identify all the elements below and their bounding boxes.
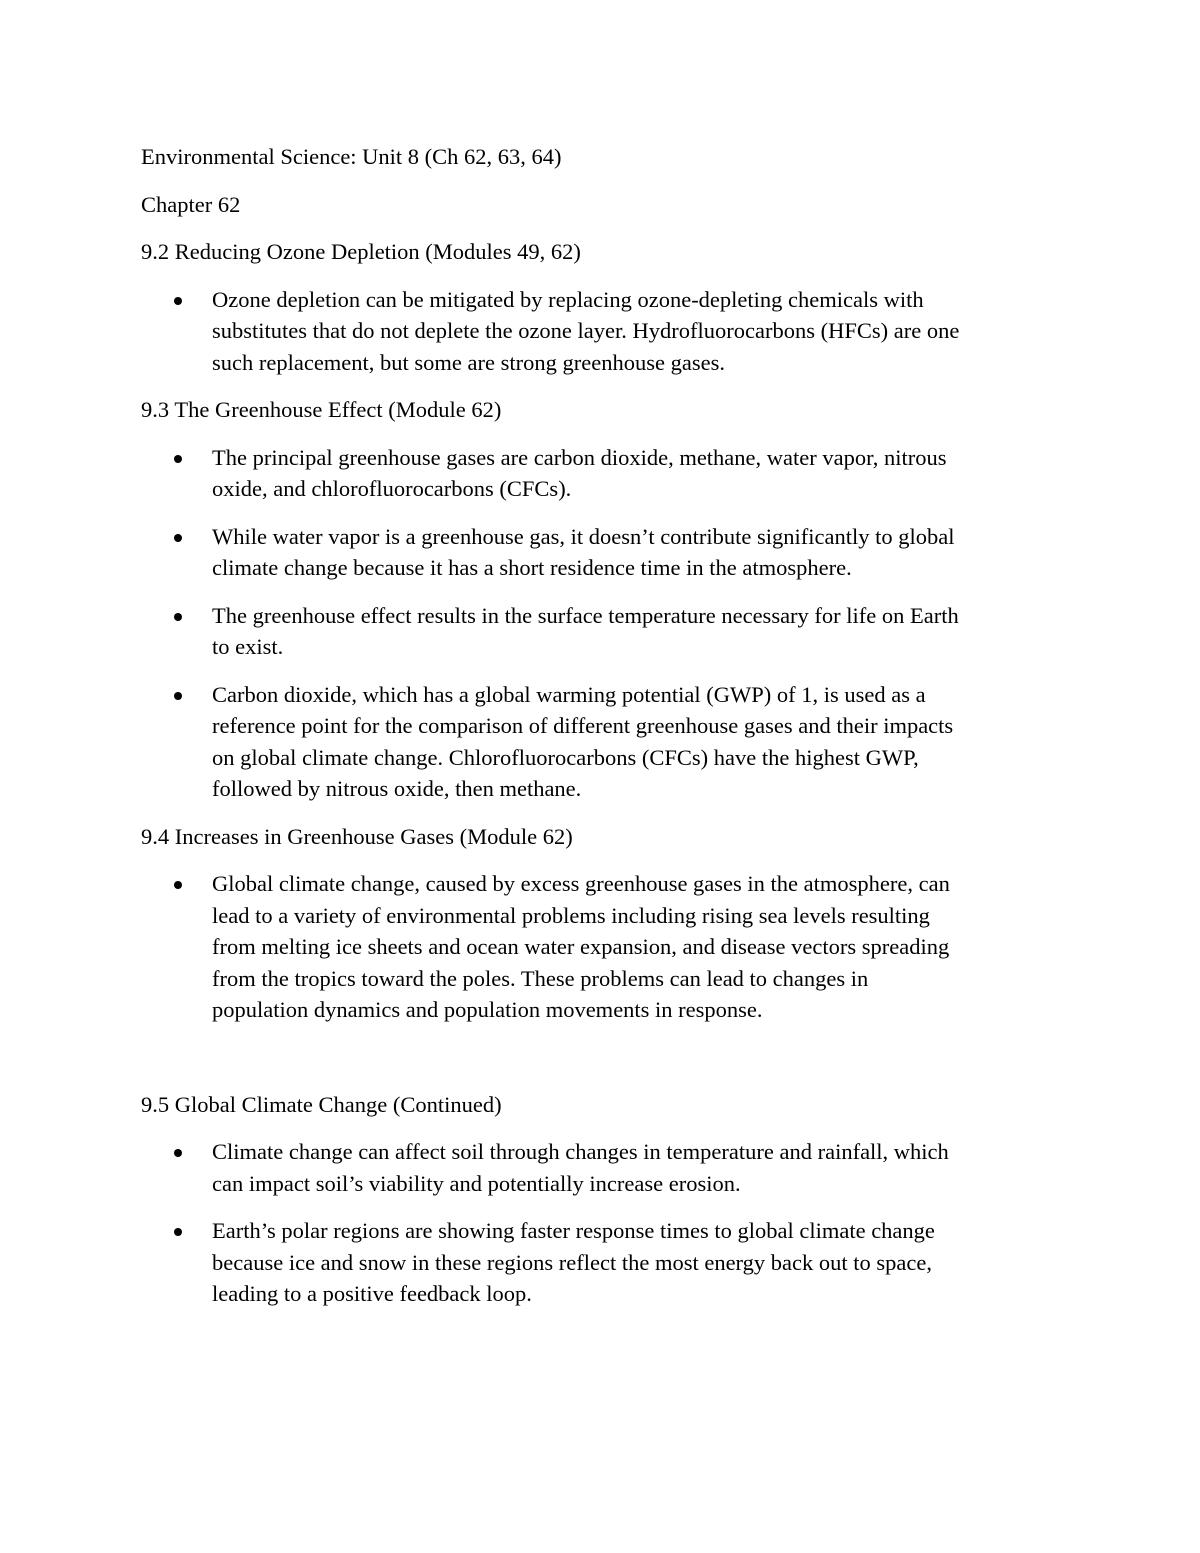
list-item	[141, 521, 1071, 584]
text-line: to exist.	[212, 634, 284, 659]
text-line: lead to a variety of environmental problems including rising sea levels resulting	[212, 902, 930, 928]
text-line: reference point for the comparison of different greenhouse gases and their impacts	[212, 713, 954, 738]
bullet-list	[141, 284, 1071, 379]
text-line: Ozone depletion can be mitigated by replacing ozone-depleting chemicals with	[212, 286, 924, 312]
bullet-list	[141, 1136, 1071, 1310]
list-item	[141, 284, 1071, 379]
list-item	[141, 1215, 1071, 1310]
document-title: Environmental Science: Unit 8 (Ch 62, 63, 64)	[141, 144, 562, 169]
blank-space	[141, 1042, 1071, 1089]
text-line: The principal greenhouse gases are carbon dioxide, methane, water vapor, nitrous	[212, 444, 947, 470]
text-line: Global climate change, caused by excess greenhouse gases in the atmosphere, can	[212, 871, 950, 896]
list-item	[141, 442, 1071, 505]
text-line: population dynamics and population movements in response.	[212, 997, 763, 1022]
bullet-icon	[174, 1149, 182, 1157]
bullet-list	[141, 442, 1071, 805]
bullet-icon	[174, 1228, 182, 1236]
bullet-icon	[174, 881, 182, 889]
text-line: oxide, and chlorofluorocarbons (CFCs).	[212, 476, 572, 501]
text-line: can impact soil’s viability and potentially increase erosion.	[212, 1170, 741, 1196]
text-line: Carbon dioxide, which has a global warming potential (GWP) of 1, is used as a	[212, 681, 926, 707]
bullet-icon	[174, 534, 182, 542]
text-line: The greenhouse effect results in the surface temperature necessary for life on Earth	[212, 602, 959, 628]
list-item	[141, 679, 1071, 805]
text-line: substitutes that do not deplete the ozone layer. Hydrofluorocarbons (HFCs) are one	[212, 318, 960, 343]
bullet-icon	[174, 455, 182, 463]
text-line: from the tropics toward the poles. These problems can lead to changes in	[212, 965, 869, 991]
text-line: Climate change can affect soil through changes in temperature and rainfall, which	[212, 1139, 949, 1164]
section-heading: 9.4 Increases in Greenhouse Gases (Module 62)	[141, 823, 573, 849]
section-heading: 9.5 Global Climate Change (Continued)	[141, 1091, 502, 1117]
bullet-icon	[174, 692, 182, 700]
text-line: on global climate change. Chlorofluorocarbons (CFCs) have the highest GWP,	[212, 744, 919, 770]
bullet-icon	[174, 613, 182, 621]
text-line: While water vapor is a greenhouse gas, it doesn’t contribute significantly to global	[212, 523, 955, 549]
text-line: leading to a positive feedback loop.	[212, 1281, 532, 1306]
bullet-icon	[174, 297, 182, 305]
text-line: climate change because it has a short residence time in the atmosphere.	[212, 555, 852, 580]
list-item	[141, 868, 1071, 1026]
section-heading: 9.2 Reducing Ozone Depletion (Modules 49, 62)	[141, 239, 581, 264]
text-line: because ice and snow in these regions reflect the most energy back out to space,	[212, 1249, 932, 1275]
text-line: Earth’s polar regions are showing faster response times to global climate change	[212, 1218, 935, 1243]
bullet-list	[141, 868, 1071, 1026]
text-line: followed by nitrous oxide, then methane.	[212, 776, 582, 801]
document-page	[141, 141, 1071, 1326]
list-item	[141, 1136, 1071, 1199]
text-line: such replacement, but some are strong greenhouse gases.	[212, 349, 725, 375]
chapter-heading: Chapter 62	[141, 191, 241, 217]
section-heading: 9.3 The Greenhouse Effect (Module 62)	[141, 397, 502, 422]
list-item	[141, 600, 1071, 663]
text-line: from melting ice sheets and ocean water expansion, and disease vectors spreading	[212, 934, 950, 959]
